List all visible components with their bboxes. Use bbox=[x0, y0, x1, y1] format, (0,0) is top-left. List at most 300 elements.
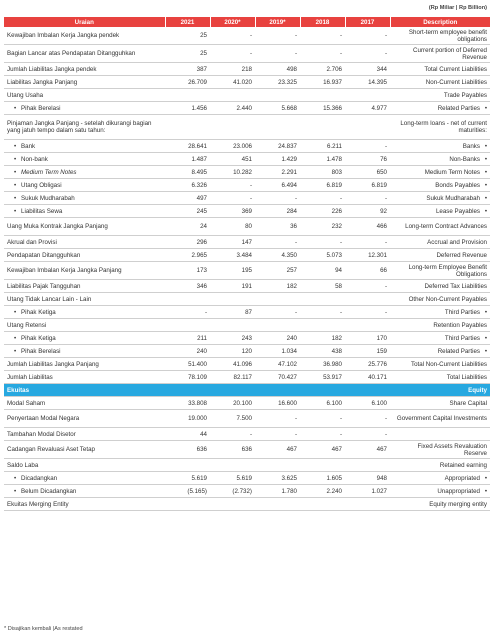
table-row bbox=[4, 140, 490, 153]
value-cell: 7.500 bbox=[210, 410, 255, 428]
row-label-cell bbox=[4, 89, 165, 102]
row-label: Bank bbox=[21, 142, 36, 150]
table-row bbox=[4, 332, 490, 345]
value-cell bbox=[255, 293, 300, 306]
bullet-icon: • bbox=[484, 142, 487, 150]
value-cell: 6.326 bbox=[165, 179, 210, 192]
value-cell bbox=[210, 293, 255, 306]
row-description: Deferred Revenue bbox=[436, 251, 487, 259]
value-cell bbox=[345, 498, 390, 511]
row-label: Sukuk Mudharabah bbox=[21, 194, 75, 202]
table-row bbox=[4, 428, 490, 441]
row-label: Non-bank bbox=[21, 155, 48, 163]
row-description: Related Parties bbox=[437, 347, 480, 355]
row-label-cell bbox=[4, 319, 165, 332]
value-cell: - bbox=[255, 306, 300, 319]
footnote: * Disajikan kembali |As restated bbox=[4, 626, 83, 632]
value-cell: 6.819 bbox=[300, 179, 345, 192]
row-description-cell bbox=[390, 179, 490, 192]
row-description: Non-Banks bbox=[449, 155, 480, 163]
value-cell: - bbox=[300, 428, 345, 441]
value-cell: 1.027 bbox=[345, 485, 390, 498]
value-cell: 4.350 bbox=[255, 249, 300, 262]
value-cell: - bbox=[345, 428, 390, 441]
row-description-cell bbox=[390, 358, 490, 371]
row-label-cell bbox=[4, 262, 165, 280]
value-cell: 87 bbox=[210, 306, 255, 319]
table-row bbox=[4, 63, 490, 76]
table-row bbox=[4, 179, 490, 192]
value-cell bbox=[165, 319, 210, 332]
table-row bbox=[4, 192, 490, 205]
value-cell: 78.109 bbox=[165, 371, 210, 384]
row-label: Dicadangkan bbox=[21, 474, 58, 482]
value-cell: 170 bbox=[345, 332, 390, 345]
header-2017: 2017 bbox=[345, 17, 390, 27]
row-description: Long-term Employee Benefit Obligations bbox=[408, 263, 487, 278]
liabilities-equity-table bbox=[4, 17, 490, 511]
row-label: Jumlah Liabilitas Jangka pendek bbox=[7, 65, 97, 73]
value-cell bbox=[255, 89, 300, 102]
value-cell bbox=[210, 459, 255, 472]
header-2020: 2020* bbox=[210, 17, 255, 27]
value-cell: - bbox=[255, 236, 300, 249]
value-cell: - bbox=[210, 428, 255, 441]
value-cell: 6.100 bbox=[345, 397, 390, 410]
value-cell bbox=[255, 384, 300, 397]
row-label-cell bbox=[4, 332, 165, 345]
value-cell bbox=[300, 384, 345, 397]
row-description-cell bbox=[390, 332, 490, 345]
bullet-icon: • bbox=[14, 104, 17, 112]
row-label-cell bbox=[4, 192, 165, 205]
value-cell: 451 bbox=[210, 153, 255, 166]
bullet-icon: • bbox=[484, 207, 487, 215]
value-cell: 12.301 bbox=[345, 249, 390, 262]
value-cell: 498 bbox=[255, 63, 300, 76]
table-row bbox=[4, 280, 490, 293]
bullet-icon: • bbox=[14, 334, 17, 342]
row-label: Cadangan Revaluasi Aset Tetap bbox=[7, 446, 95, 453]
value-cell: 2.240 bbox=[300, 485, 345, 498]
row-label-cell bbox=[4, 485, 165, 498]
value-cell: 257 bbox=[255, 262, 300, 280]
row-description-cell bbox=[390, 384, 490, 397]
row-label-cell bbox=[4, 397, 165, 410]
value-cell: 467 bbox=[345, 441, 390, 459]
row-description-cell bbox=[390, 459, 490, 472]
value-cell bbox=[300, 293, 345, 306]
row-description-cell bbox=[390, 102, 490, 115]
row-label-cell bbox=[4, 153, 165, 166]
value-cell: 2.706 bbox=[300, 63, 345, 76]
table-row bbox=[4, 345, 490, 358]
value-cell: 1.456 bbox=[165, 102, 210, 115]
table-row bbox=[4, 153, 490, 166]
value-cell bbox=[345, 115, 390, 140]
row-description: Retention Payables bbox=[433, 321, 487, 329]
value-cell: 1.487 bbox=[165, 153, 210, 166]
row-description-cell bbox=[390, 485, 490, 498]
value-cell bbox=[345, 319, 390, 332]
row-description: Long-term loans - net of current maturities: bbox=[400, 120, 487, 134]
table-row bbox=[4, 485, 490, 498]
row-label: Pihak Berelasi bbox=[21, 104, 61, 112]
bullet-icon: • bbox=[484, 487, 487, 495]
row-description-cell bbox=[390, 236, 490, 249]
value-cell: 41.020 bbox=[210, 76, 255, 89]
value-cell: 25 bbox=[165, 27, 210, 45]
header-description: Description bbox=[390, 17, 490, 27]
value-cell: 25 bbox=[165, 45, 210, 63]
value-cell bbox=[210, 115, 255, 140]
row-description-cell bbox=[390, 63, 490, 76]
value-cell: 387 bbox=[165, 63, 210, 76]
value-cell: 23.325 bbox=[255, 76, 300, 89]
row-description: Medium Term Notes bbox=[424, 168, 480, 176]
row-description-cell bbox=[390, 115, 490, 140]
value-cell: - bbox=[300, 45, 345, 63]
row-description: Trade Payables bbox=[443, 91, 487, 99]
value-cell: 243 bbox=[210, 332, 255, 345]
row-label: Pihak Ketiga bbox=[21, 334, 56, 342]
row-description: Share Capital bbox=[449, 399, 487, 407]
row-description-cell bbox=[390, 27, 490, 45]
section-band-row bbox=[4, 384, 490, 397]
table-row bbox=[4, 89, 490, 102]
value-cell: - bbox=[345, 192, 390, 205]
value-cell bbox=[255, 319, 300, 332]
row-description-cell bbox=[390, 262, 490, 280]
value-cell: 284 bbox=[255, 205, 300, 218]
row-description-cell bbox=[390, 345, 490, 358]
table-row bbox=[4, 262, 490, 280]
value-cell: 53.917 bbox=[300, 371, 345, 384]
bullet-icon: • bbox=[484, 334, 487, 342]
row-label: Kewajiban Imbalan Kerja Jangka pendek bbox=[7, 32, 120, 39]
value-cell: 191 bbox=[210, 280, 255, 293]
value-cell bbox=[255, 498, 300, 511]
table-row bbox=[4, 358, 490, 371]
table-row bbox=[4, 441, 490, 459]
row-label-cell bbox=[4, 45, 165, 63]
value-cell: 218 bbox=[210, 63, 255, 76]
value-cell bbox=[165, 115, 210, 140]
row-description: Sukuk Mudharabah bbox=[426, 194, 480, 202]
row-label-cell bbox=[4, 306, 165, 319]
value-cell bbox=[300, 89, 345, 102]
row-description-cell bbox=[390, 218, 490, 236]
value-cell: 3.625 bbox=[255, 472, 300, 485]
bullet-icon: • bbox=[484, 474, 487, 482]
header-2019: 2019* bbox=[255, 17, 300, 27]
value-cell: 159 bbox=[345, 345, 390, 358]
row-description: Current portion of Deferred Revenue bbox=[413, 46, 487, 61]
row-label-cell bbox=[4, 115, 165, 140]
value-cell: 15.366 bbox=[300, 102, 345, 115]
value-cell: - bbox=[300, 236, 345, 249]
value-cell: 36.980 bbox=[300, 358, 345, 371]
value-cell: 6.211 bbox=[300, 140, 345, 153]
header-2021: 2021 bbox=[165, 17, 210, 27]
row-label-cell bbox=[4, 371, 165, 384]
row-description: Fixed Assets Revaluation Reserve bbox=[417, 442, 487, 457]
row-description-cell bbox=[390, 89, 490, 102]
value-cell bbox=[300, 115, 345, 140]
value-cell: 497 bbox=[165, 192, 210, 205]
value-cell: 44 bbox=[165, 428, 210, 441]
row-label: Akrual dan Provisi bbox=[7, 238, 57, 246]
value-cell: 6.494 bbox=[255, 179, 300, 192]
row-description-cell bbox=[390, 192, 490, 205]
table-row bbox=[4, 166, 490, 179]
value-cell: 1.605 bbox=[300, 472, 345, 485]
row-description: Related Parties bbox=[437, 104, 480, 112]
value-cell: 296 bbox=[165, 236, 210, 249]
value-cell: 120 bbox=[210, 345, 255, 358]
value-cell: 4.977 bbox=[345, 102, 390, 115]
row-label-cell bbox=[4, 293, 165, 306]
value-cell: 8.495 bbox=[165, 166, 210, 179]
value-cell: - bbox=[165, 306, 210, 319]
row-label: Liabilitas Sewa bbox=[21, 207, 63, 215]
row-label: Utang Tidak Lancar Lain - Lain bbox=[7, 295, 92, 303]
row-description: Deferred Tax Liabilities bbox=[424, 282, 487, 290]
value-cell: - bbox=[255, 45, 300, 63]
value-cell: 5.619 bbox=[165, 472, 210, 485]
value-cell bbox=[165, 498, 210, 511]
value-cell: 173 bbox=[165, 262, 210, 280]
value-cell bbox=[300, 498, 345, 511]
value-cell: - bbox=[345, 45, 390, 63]
value-cell: 14.395 bbox=[345, 76, 390, 89]
value-cell: - bbox=[345, 306, 390, 319]
value-cell: 5.073 bbox=[300, 249, 345, 262]
bullet-icon: • bbox=[14, 474, 17, 482]
bullet-icon: • bbox=[14, 207, 17, 215]
value-cell: 182 bbox=[255, 280, 300, 293]
value-cell: 80 bbox=[210, 218, 255, 236]
value-cell: 195 bbox=[210, 262, 255, 280]
row-description: Unappropriated bbox=[437, 487, 480, 495]
row-description-cell bbox=[390, 76, 490, 89]
value-cell: 70.427 bbox=[255, 371, 300, 384]
bullet-icon: • bbox=[14, 487, 17, 495]
row-description: Total Non-Current Liabilities bbox=[410, 360, 487, 368]
bullet-icon: • bbox=[484, 104, 487, 112]
bullet-icon: • bbox=[484, 347, 487, 355]
row-label: Jumlah Liabilitas Jangka Panjang bbox=[7, 360, 99, 368]
value-cell bbox=[165, 459, 210, 472]
row-label: Utang Usaha bbox=[7, 91, 44, 99]
value-cell: - bbox=[345, 280, 390, 293]
value-cell: 2.965 bbox=[165, 249, 210, 262]
row-description-cell bbox=[390, 205, 490, 218]
row-label: Pendapatan Ditangguhkan bbox=[7, 251, 81, 259]
value-cell: 438 bbox=[300, 345, 345, 358]
value-cell: - bbox=[345, 140, 390, 153]
value-cell: - bbox=[255, 428, 300, 441]
value-cell: 369 bbox=[210, 205, 255, 218]
row-label: Pihak Berelasi bbox=[21, 347, 61, 355]
value-cell: - bbox=[345, 236, 390, 249]
table-row bbox=[4, 319, 490, 332]
table-row bbox=[4, 205, 490, 218]
row-label: Pihak Ketiga bbox=[21, 308, 56, 316]
table-row bbox=[4, 293, 490, 306]
table-header-row bbox=[4, 17, 490, 27]
row-description-cell bbox=[390, 140, 490, 153]
row-label-cell bbox=[4, 410, 165, 428]
value-cell bbox=[165, 384, 210, 397]
row-label-cell bbox=[4, 76, 165, 89]
bullet-icon: • bbox=[484, 155, 487, 163]
value-cell: 226 bbox=[300, 205, 345, 218]
row-description: Total Current Liabilities bbox=[424, 65, 487, 73]
row-description-cell bbox=[390, 428, 490, 441]
value-cell: 211 bbox=[165, 332, 210, 345]
value-cell bbox=[345, 459, 390, 472]
header-2018: 2018 bbox=[300, 17, 345, 27]
bullet-icon: • bbox=[484, 194, 487, 202]
value-cell: 76 bbox=[345, 153, 390, 166]
value-cell: 26.709 bbox=[165, 76, 210, 89]
value-cell: 28.641 bbox=[165, 140, 210, 153]
value-cell bbox=[345, 293, 390, 306]
value-cell: 47.102 bbox=[255, 358, 300, 371]
value-cell: 24.837 bbox=[255, 140, 300, 153]
value-cell bbox=[165, 89, 210, 102]
table-row bbox=[4, 102, 490, 115]
value-cell: 16.937 bbox=[300, 76, 345, 89]
value-cell: - bbox=[210, 45, 255, 63]
row-label: Ekuitas bbox=[7, 386, 30, 394]
value-cell: 6.100 bbox=[300, 397, 345, 410]
bullet-icon: • bbox=[484, 308, 487, 316]
table-row bbox=[4, 459, 490, 472]
bullet-icon: • bbox=[14, 155, 17, 163]
row-description-cell bbox=[390, 319, 490, 332]
row-description: Total Liabilities bbox=[446, 373, 487, 381]
row-description: Banks bbox=[462, 142, 480, 150]
table-row bbox=[4, 306, 490, 319]
bullet-icon: • bbox=[14, 308, 17, 316]
value-cell bbox=[300, 459, 345, 472]
row-description: Third Parties bbox=[444, 308, 480, 316]
row-label: Pinjaman Jangka Panjang - setelah dikurangi bagian yang jatuh tempo dalam satu tahun: bbox=[7, 120, 152, 134]
value-cell: 24 bbox=[165, 218, 210, 236]
row-description-cell bbox=[390, 280, 490, 293]
value-cell: (5.165) bbox=[165, 485, 210, 498]
value-cell: 1.478 bbox=[300, 153, 345, 166]
value-cell: 2.440 bbox=[210, 102, 255, 115]
row-description-cell bbox=[390, 293, 490, 306]
value-cell: 147 bbox=[210, 236, 255, 249]
row-description: Accrual and Provision bbox=[427, 238, 487, 246]
value-cell: 36 bbox=[255, 218, 300, 236]
value-cell: 636 bbox=[165, 441, 210, 459]
row-label: Medium Term Notes bbox=[21, 168, 77, 176]
table-row bbox=[4, 371, 490, 384]
row-label-cell bbox=[4, 428, 165, 441]
value-cell: 10.282 bbox=[210, 166, 255, 179]
value-cell: 41.096 bbox=[210, 358, 255, 371]
table-row bbox=[4, 218, 490, 236]
row-description: Long-term Contract Advances bbox=[405, 223, 487, 230]
row-label-cell bbox=[4, 384, 165, 397]
value-cell: - bbox=[210, 179, 255, 192]
row-label-cell bbox=[4, 140, 165, 153]
row-label: Jumlah Liabilitas bbox=[7, 373, 53, 381]
value-cell: 6.819 bbox=[345, 179, 390, 192]
bullet-icon: • bbox=[14, 168, 17, 176]
row-description-cell bbox=[390, 249, 490, 262]
value-cell: 94 bbox=[300, 262, 345, 280]
row-label: Belum Dicadangkan bbox=[21, 487, 77, 495]
value-cell: 240 bbox=[255, 332, 300, 345]
bullet-icon: • bbox=[14, 347, 17, 355]
row-description-cell bbox=[390, 397, 490, 410]
row-label: Utang Obligasi bbox=[21, 181, 62, 189]
table-row bbox=[4, 236, 490, 249]
row-label-cell bbox=[4, 27, 165, 45]
row-description: Equity merging entity bbox=[429, 500, 487, 508]
row-description: Government Capital Investments bbox=[396, 415, 487, 422]
value-cell: 803 bbox=[300, 166, 345, 179]
value-cell: 20.100 bbox=[210, 397, 255, 410]
table-row bbox=[4, 115, 490, 140]
bullet-icon: • bbox=[14, 194, 17, 202]
value-cell: - bbox=[300, 410, 345, 428]
row-label-cell bbox=[4, 441, 165, 459]
row-label-cell bbox=[4, 102, 165, 115]
row-description-cell bbox=[390, 166, 490, 179]
bullet-icon: • bbox=[14, 181, 17, 189]
row-description: Equity bbox=[468, 386, 487, 394]
row-label-cell bbox=[4, 166, 165, 179]
row-label-cell bbox=[4, 498, 165, 511]
value-cell bbox=[210, 384, 255, 397]
row-description-cell bbox=[390, 498, 490, 511]
unit-note: (Rp Miliar | Rp Billion) bbox=[428, 5, 487, 11]
row-label-cell bbox=[4, 63, 165, 76]
row-label-cell bbox=[4, 459, 165, 472]
value-cell: - bbox=[345, 410, 390, 428]
value-cell: 92 bbox=[345, 205, 390, 218]
row-label-cell bbox=[4, 345, 165, 358]
row-label-cell bbox=[4, 179, 165, 192]
row-description-cell bbox=[390, 45, 490, 63]
value-cell: - bbox=[300, 306, 345, 319]
row-label-cell bbox=[4, 280, 165, 293]
value-cell: 466 bbox=[345, 218, 390, 236]
row-label: Kewajiban Imbalan Kerja Jangka Panjang bbox=[7, 267, 122, 274]
value-cell: 948 bbox=[345, 472, 390, 485]
value-cell: 5.668 bbox=[255, 102, 300, 115]
table-row bbox=[4, 249, 490, 262]
header-uraian: Uraian bbox=[4, 17, 165, 27]
value-cell: 25.776 bbox=[345, 358, 390, 371]
row-label: Uang Muka Kontrak Jangka Panjang bbox=[7, 223, 108, 230]
row-description-cell bbox=[390, 153, 490, 166]
value-cell: (2.732) bbox=[210, 485, 255, 498]
value-cell: 58 bbox=[300, 280, 345, 293]
row-description: Lease Payables bbox=[435, 207, 480, 215]
value-cell: - bbox=[300, 192, 345, 205]
value-cell bbox=[255, 459, 300, 472]
value-cell: - bbox=[255, 27, 300, 45]
value-cell: 23.006 bbox=[210, 140, 255, 153]
